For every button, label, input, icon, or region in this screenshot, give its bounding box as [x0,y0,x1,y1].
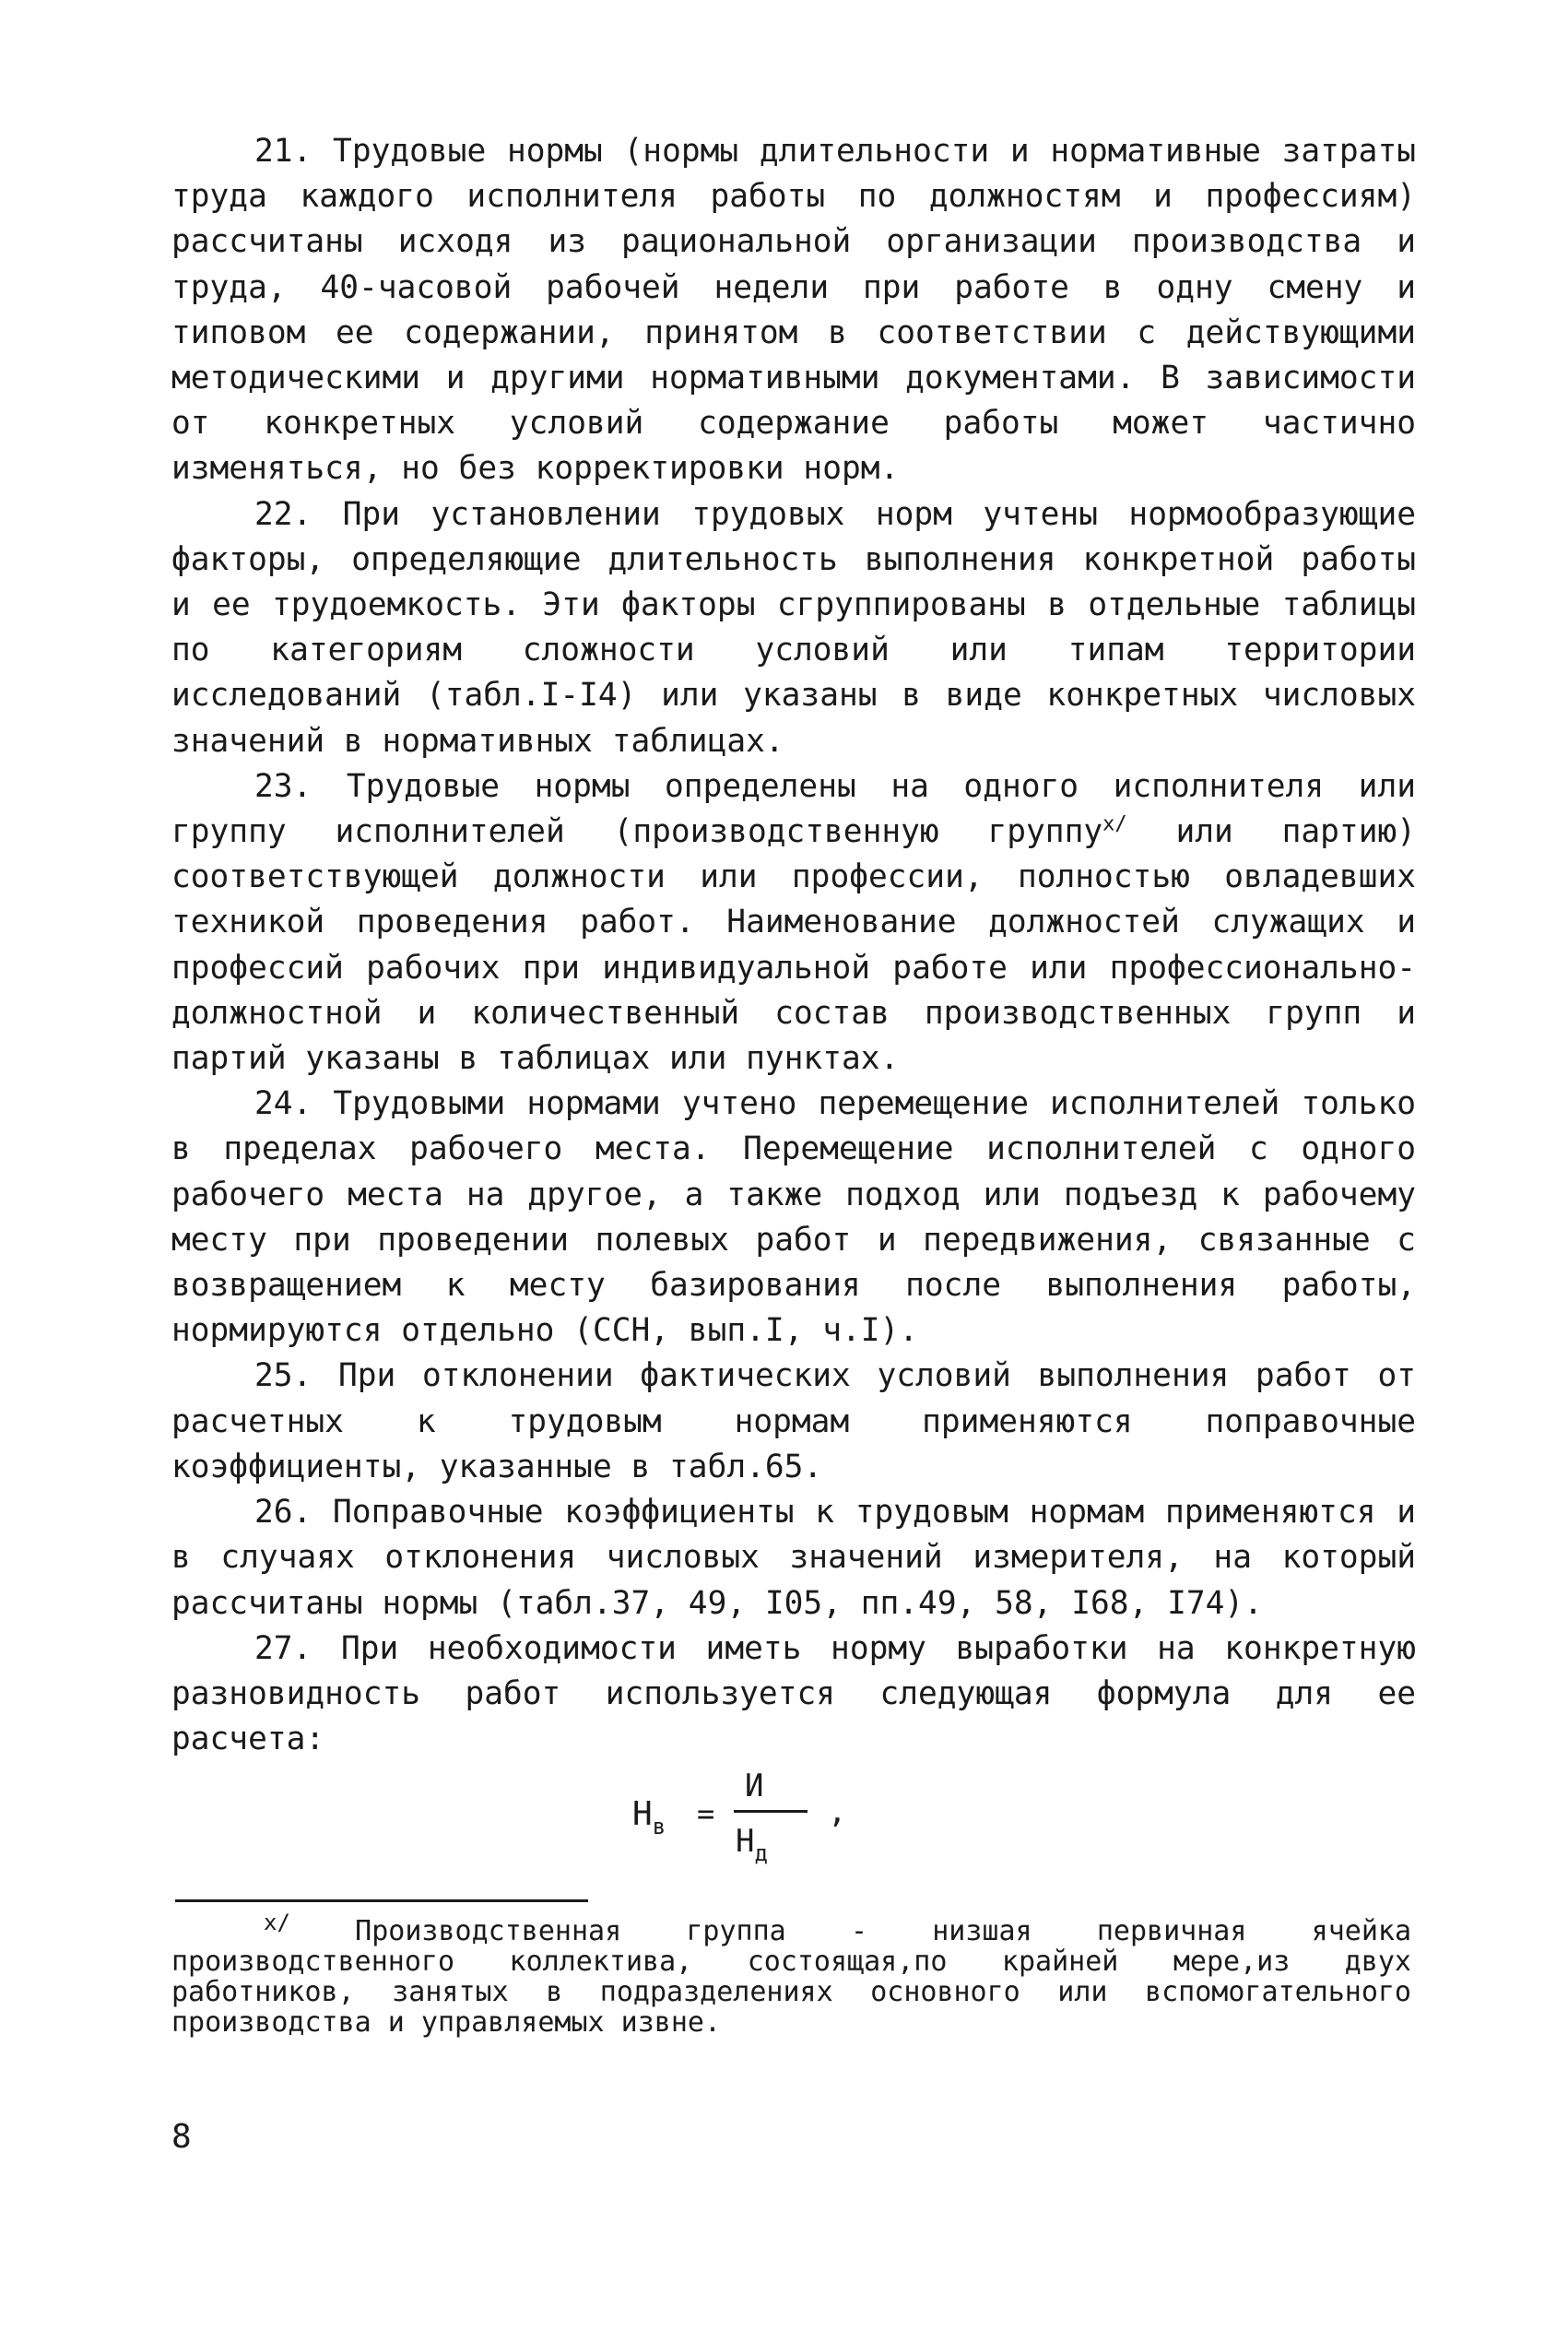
formula-row [171,1762,1416,1867]
formula-lhs [632,1792,666,1840]
formula-denominator [736,1819,768,1867]
footnote: x/ Производственная группа - низшая первичная ячейка производственного коллектива, состоящая,по крайней мере,из двух работников, занятых в подразделениях основного или вспомогательного производства и управляемых извне. [171,1910,1412,2039]
paragraph-22: 22. При установлении трудовых норм учтены нормообразующие факторы, определяющие длительность выполнения конкретной работы и ее трудоемкость. Эти факторы сгруппированы в отдельные таблицы по категориям сложности условий или типам территории исследований (табл.I-I4) или указаны в виде конкретных числовых значений в нормативных таблицах. [171,495,1416,760]
formula-fraction-bar [734,1810,808,1813]
paragraph-23 [171,764,1416,1082]
output-rate-formula [632,1764,872,1865]
formula-lhs-letter: Н [632,1795,653,1834]
paragraph-21: 21. Трудовые нормы (нормы длительности и нормативные затраты труда каждого исполнителя работы по должностям и профессиям) рассчитаны исходя из рациональной организации производства и труда, 40-часовой рабочей недели при работе в одну смену и типовом ее содержании, принятом в соответствии с действующими методическими и другими нормативными документами. В зависимости от конкретных условий содержание работы может частично изменяться, но без корректировки норм. [171,133,1416,488]
body-text [171,129,1417,1867]
formula-lhs-subscript: в [652,1814,666,1840]
paragraph-27: 27. При необходимости иметь норму выработки на конкретную разновидность работ используется следующая формула для ее расчета: [171,1629,1416,1758]
formula-denominator-subscript: д [754,1840,768,1867]
paragraph-23-text-start: 23. Трудовые нормы определены на одного исполнителя или группу исполнителей (производственную группу [171,767,1416,851]
footnote-separator [175,1899,588,1902]
footnote-reference: x/ [1102,812,1127,836]
formula-denominator-letter: Н [736,1823,755,1861]
page-number: 8 [171,2118,192,2156]
formula-numerator: И [745,1768,764,1805]
paragraph-24: 24. Трудовыми нормами учтено перемещение исполнителей только в пределах рабочего места. Перемещение исполнителей с одного рабочего места на другое, а также подход или подъезд к рабочему месту при проведении полевых работ и передвижения, связанные с возвращением к месту базирования после выполнения работы, нормируются отдельно (ССН, вып.I, ч.I). [171,1085,1416,1350]
paragraph-23-text-end: или партию) соответствующей должности или профессии, полностью овладевших техникой проведения работ. Наименование должностей служащих и профессий рабочих при индивидуальной работе или профессионально-должностной и количественный состав производственных групп и партий указаны в таблицах или пунктах. [171,813,1417,1078]
formula-equals-sign: = [697,1796,715,1832]
paragraph-26: 26. Поправочные коэффициенты к трудовым нормам применяются и в случаях отклонения числовых значений измерителя, на который рассчитаны нормы (табл.37, 49, I05, пп.49, 58, I68, I74). [171,1494,1416,1622]
footnote-text: Производственная группа - низшая первичная ячейка производственного коллектива, состоящая,по крайней мере,из двух работников, занятых в подразделениях основного или вспомогательного производства и управляемых извне. [171,1915,1412,2039]
formula-trailing-comma: , [828,1793,847,1831]
paragraph-25: 25. При отклонении фактических условий выполнения работ от расчетных к трудовым нормам применяются поправочные коэффициенты, указанные в табл.65. [171,1357,1416,1485]
